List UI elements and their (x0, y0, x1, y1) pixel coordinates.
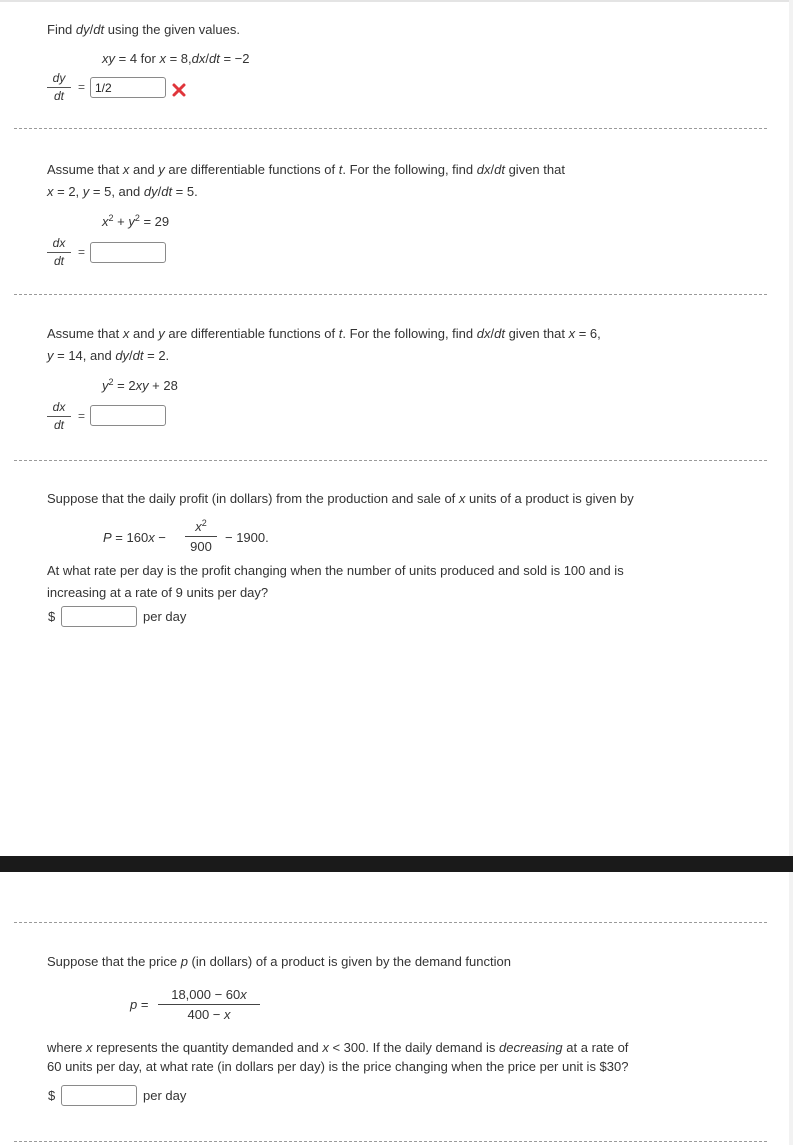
q4-eq-den: 900 (190, 539, 212, 554)
q5-question-line1: where x represents the quantity demanded and x < 300. If the daily demand is decreasing at a rate of (47, 1040, 629, 1055)
divider-5 (14, 1141, 767, 1142)
q5-answer-input[interactable] (61, 1085, 137, 1106)
q5-question-line2: 60 units per day, at what rate (in dollars per day) is the price changing when the price per unit is $30? (47, 1059, 629, 1074)
q3-prompt-line2: y = 14, and dy/dt = 2. (47, 348, 170, 363)
q1-prompt: Find dy/dt using the given values. (47, 22, 240, 37)
q1-answer-input[interactable] (90, 77, 166, 98)
q4-currency: $ (48, 609, 56, 624)
q3-derivative-label (47, 400, 71, 433)
q2-prompt-line2: x = 2, y = 5, and dy/dt = 5. (47, 184, 198, 199)
q2-derivative-label (47, 236, 71, 269)
divider-2 (14, 294, 767, 295)
page-edge (789, 0, 793, 1145)
q3-prompt-line1: Assume that x and y are differentiable functions of t. For the following, find dx/dt given that x = 6, (47, 326, 601, 341)
q5-unit: per day (143, 1088, 187, 1103)
q1-derivative-label (47, 71, 71, 104)
q4-eq-fraction (185, 518, 217, 555)
q2-lhs-den: dt (53, 254, 64, 268)
q4-prompt: Suppose that the daily profit (in dollars) from the production and sale of x units of a product is given by (47, 491, 634, 506)
q2-equation: $x^2 + y^2 = 29$ (102, 213, 170, 229)
q5-currency: $ (48, 1088, 56, 1103)
divider-4 (14, 922, 767, 923)
q4-answer-input[interactable] (61, 606, 137, 627)
q1-equals: = (78, 80, 86, 94)
q3-lhs-den: dt (53, 418, 64, 432)
q1-lhs-den: dt (53, 89, 64, 103)
q2-equals: = (78, 245, 86, 259)
q4-eq-left: P = 160x − (103, 530, 166, 545)
q4-question-line1: At what rate per day is the profit changing when the number of units produced and sold is 100 and is (47, 563, 624, 578)
q4-unit: per day (143, 609, 187, 624)
q5-eq-fraction (158, 986, 260, 1023)
q5-eq-den: 400 − x (187, 1007, 231, 1022)
q3-equation: $y^2 = 2xy + 28$ (102, 377, 178, 393)
screenshot-seam (0, 856, 793, 872)
q3-lhs-num: dx (52, 400, 66, 414)
q3-answer-input[interactable] (90, 405, 166, 426)
incorrect-x-icon (171, 82, 187, 98)
top-border (0, 0, 793, 2)
q2-answer-input[interactable] (90, 242, 166, 263)
q5-eq-left: p = (130, 997, 149, 1012)
q4-question-line2: increasing at a rate of 9 units per day? (47, 585, 269, 600)
q5-prompt: Suppose that the price p (in dollars) of a product is given by the demand function (47, 954, 511, 969)
q3-equals: = (78, 409, 86, 423)
q5-eq-num: 18,000 − 60x (171, 987, 247, 1002)
q1-equation: xy = 4 for x = 8,dx/dt = −2 (102, 51, 250, 66)
q2-prompt-line1: Assume that x and y are differentiable functions of t. For the following, find dx/dt given that (47, 162, 565, 177)
divider-3 (14, 460, 767, 461)
divider-1 (14, 128, 767, 129)
q1-lhs-num: dy (52, 71, 66, 85)
q4-eq-num: $x^2$ (195, 518, 207, 534)
q4-eq-right: − 1900. (225, 530, 269, 545)
q2-lhs-num: dx (52, 236, 66, 250)
